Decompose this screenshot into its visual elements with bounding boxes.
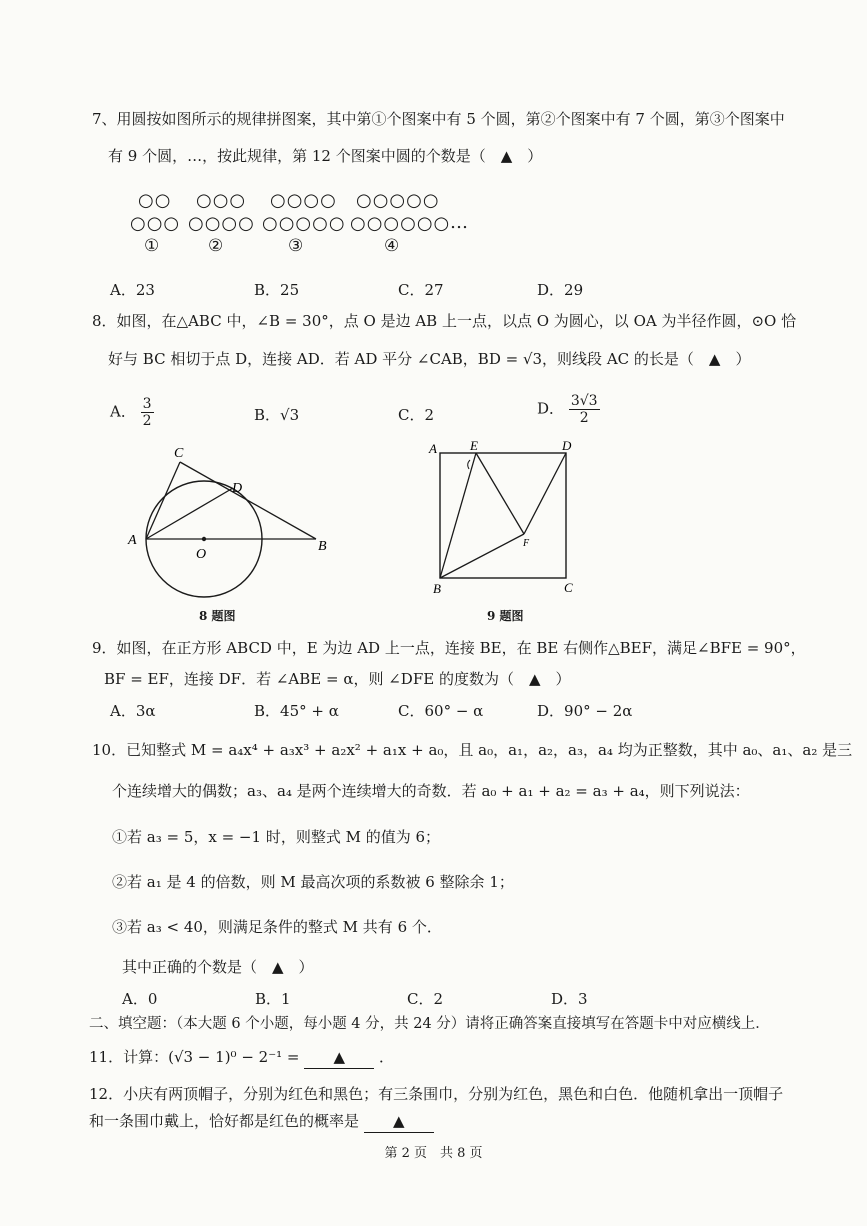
denominator: 2 — [579, 410, 589, 426]
label-d: D — [562, 438, 572, 453]
pattern-label: ④ — [384, 236, 400, 256]
section-2-heading: 二、填空题：（本大题 6 个小题，每小题 4 分，共 24 分）请将正确答案直接填写在答题卡中对应横线上． — [89, 1016, 770, 1032]
label-a: A — [128, 533, 137, 548]
label-b: B — [318, 539, 327, 554]
square-abcd — [440, 453, 566, 578]
label-d: D — [232, 481, 243, 496]
option-letter: D． — [537, 399, 565, 418]
label-e: E — [470, 438, 478, 453]
q10-option-a: A．0 — [122, 990, 158, 1008]
q9-option-a: A．3α — [110, 702, 156, 720]
pattern-top-row: ○○○ — [196, 190, 247, 211]
q9-line2: BF = EF，连接 DF．若 ∠ABE = α，则 ∠DFE 的度数为（ ▲ ） — [104, 670, 571, 688]
pattern-top-row: ○○ — [138, 190, 172, 211]
center-point-o — [202, 537, 206, 541]
denominator: 2 — [142, 413, 152, 429]
q8-figure-caption: 8 题图 — [199, 609, 236, 623]
q7-option-c: C．27 — [398, 281, 444, 299]
q10-statement-3: ③若 a₃ < 40，则满足条件的整式 M 共有 6 个． — [112, 918, 442, 936]
label-c: C — [174, 446, 184, 461]
option-letter: A． — [110, 402, 136, 421]
q9-line1: 9．如图，在正方形 ABCD 中，E 为边 AD 上一点，连接 BE，在 BE 右侧作△BEF，满足∠BFE = 90°， — [92, 639, 806, 657]
q10-line1: 10．已知整式 M = a₄x⁴ + a₃x³ + a₂x² + a₁x + a₀，且 a₀，a₁，a₂，a₃，a₄ 均为正整数，其中 a₀、a₁、a₂ 是三 — [92, 741, 853, 759]
q8-option-b: B．√3 — [254, 406, 300, 424]
q12-answer-blank[interactable]: ▲ — [364, 1110, 434, 1133]
q7-option-a: A．23 — [110, 281, 155, 299]
q12-text: 和一条围巾戴上，恰好都是红色的概率是 — [89, 1112, 360, 1130]
segment-cb — [180, 462, 316, 539]
q10-option-b: B．1 — [255, 990, 291, 1008]
q7-line1: 7、用圆按如图所示的规律拼图案，其中第①个图案中有 5 个圆，第②个图案中有 7 个圆，第③个图案中 — [92, 110, 785, 128]
segment-df — [524, 453, 566, 534]
q7-ellipsis: … — [450, 212, 469, 233]
fraction — [569, 393, 600, 426]
label-a: A — [429, 441, 437, 456]
q7-line2: 有 9 个圆，…，按此规律，第 12 个图案中圆的个数是（ ▲ ） — [108, 147, 543, 165]
label-o: O — [196, 547, 207, 562]
q7-option-b: B．25 — [254, 281, 300, 299]
q10-option-d: D．3 — [551, 990, 588, 1008]
label-f: F — [523, 538, 530, 549]
segment-ad — [146, 488, 233, 539]
pattern-label: ① — [144, 236, 160, 256]
numerator: 3√3 — [570, 393, 598, 409]
pattern-bottom-row: ○○○○○○ — [350, 213, 451, 234]
q10-option-c: C．2 — [407, 990, 444, 1008]
fraction — [141, 396, 154, 429]
page-footer: 第 2 页 共 8 页 — [384, 1146, 483, 1161]
q12-line1: 12．小庆有两顶帽子，分别为红色和黑色；有三条围巾，分别为红色，黑色和白色．他随机拿出一顶帽子 — [89, 1085, 784, 1103]
q10-line2: 个连续增大的偶数；a₃、a₄ 是两个连续增大的奇数．若 a₀ + a₁ + a₂ = a₃ + a₄，则下列说法： — [112, 782, 750, 800]
q8-line2: 好与 BC 相切于点 D，连接 AD．若 AD 平分 ∠CAB，BD = √3，则线段 AC 的长是（ ▲ ） — [108, 350, 751, 368]
q8-option-d — [537, 393, 600, 426]
q8-option-a — [110, 396, 154, 429]
q12-line2 — [89, 1110, 434, 1133]
numerator: 3 — [142, 396, 152, 412]
q8-option-c: C．2 — [398, 406, 435, 424]
segment-ef — [476, 453, 524, 534]
label-c: C — [564, 580, 573, 595]
q11 — [89, 1046, 394, 1069]
q9-figure-caption: 9 题图 — [487, 609, 524, 623]
segment-be — [440, 453, 476, 578]
pattern-bottom-row: ○○○○○ — [262, 213, 346, 234]
label-b: B — [433, 581, 441, 596]
q10-question: 其中正确的个数是（ ▲ ） — [122, 958, 314, 976]
pattern-label: ③ — [288, 236, 304, 256]
q8-line1: 8．如图，在△ABC 中，∠B = 30°，点 O 是边 AB 上一点，以点 O 为圆心，以 OA 为半径作圆，⊙O 恰 — [92, 312, 797, 330]
q11-answer-blank[interactable]: ▲ — [304, 1046, 374, 1069]
segment-bf — [440, 534, 524, 578]
pattern-bottom-row: ○○○ — [130, 213, 181, 234]
pattern-top-row: ○○○○○ — [356, 190, 440, 211]
q9-option-b: B．45° + α — [254, 702, 339, 720]
q11-period: ． — [379, 1048, 395, 1066]
pattern-bottom-row: ○○○○ — [188, 213, 255, 234]
segment-ac — [146, 462, 180, 539]
angle-mark-alpha — [468, 460, 470, 469]
q11-expression: 11．计算：(√3 − 1)⁰ − 2⁻¹ = — [89, 1048, 300, 1066]
q9-figure — [424, 436, 584, 601]
q8-figure — [118, 440, 348, 605]
q10-statement-1: ①若 a₃ = 5，x = −1 时，则整式 M 的值为 6； — [112, 828, 441, 846]
q9-option-d: D．90° − 2α — [537, 702, 633, 720]
q10-statement-2: ②若 a₁ 是 4 的倍数，则 M 最高次项的系数被 6 整除余 1； — [112, 873, 514, 891]
pattern-label: ② — [208, 236, 224, 256]
q9-option-c: C．60° − α — [398, 702, 484, 720]
q7-option-d: D．29 — [537, 281, 584, 299]
pattern-top-row: ○○○○ — [270, 190, 337, 211]
